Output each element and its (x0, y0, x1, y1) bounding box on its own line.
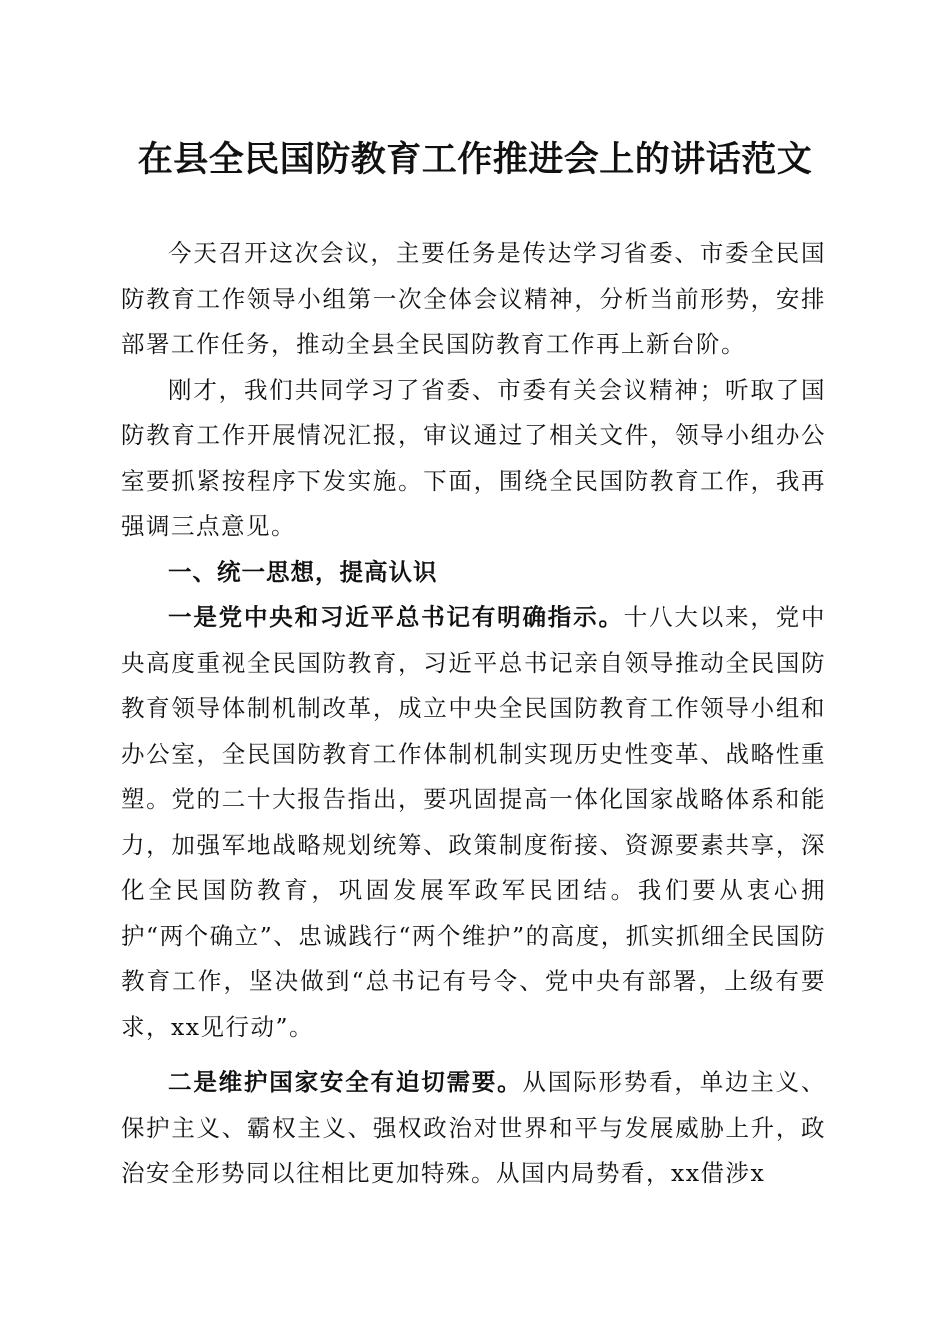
point-text-1: 十八大以来，党中央高度重视全民国防教育，习近平总书记亲自领导推动全民国防教育领导体制机制改革，成立中央全民国防教育工作领导小组和办公室，全民国防教育工作体制机制实现历史性变革、战略性重塑。党的二十大报告指出，要巩固提高一体化国家战略体系和能力，加强军地战略规划统筹、政策制度衔接、资源要素共享，深化全民国防教育，巩固发展军政军民团结。我们要从衷心拥护“两个确立”、忠诚践行“两个维护”的高度，抓实抓细全民国防教育工作，坚决做到“总书记有号令、党中央有部署，上级有要求，xx见行动”。 (121, 603, 827, 1041)
point-paragraph-2 (121, 1060, 826, 1197)
point-lead-2: 二是维护国家安全有迫切需要。 (168, 1068, 523, 1096)
document-body (121, 231, 826, 1197)
section-heading: 一、统一思想，提高认识 (168, 557, 438, 586)
document-title: 在县全民国防教育工作推进会上的讲话范文 (137, 139, 813, 180)
point-paragraph-1 (121, 595, 826, 1050)
paragraph-summary: 刚才，我们共同学习了省委、市委有关会议精神；听取了国防教育工作开展情况汇报，审议通过了相关文件，领导小组办公室要抓紧按程序下发实施。下面，围绕全民国防教育工作，我再强调三点意见。 (121, 375, 826, 540)
point-text-2: 从国际形势看，单边主义、保护主义、霸权主义、强权政治对世界和平与发展威胁上升，政治安全形势同以往相比更加特殊。从国内局势看，xx借涉x (121, 1068, 827, 1187)
paragraph-intro: 今天召开这次会议，主要任务是传达学习省委、市委全民国防教育工作领导小组第一次全体会议精神，分析当前形势，安排部署工作任务，推动全县全民国防教育工作再上新台阶。 (121, 239, 826, 358)
point-lead-1: 一是党中央和习近平总书记有明确指示。 (168, 603, 624, 631)
